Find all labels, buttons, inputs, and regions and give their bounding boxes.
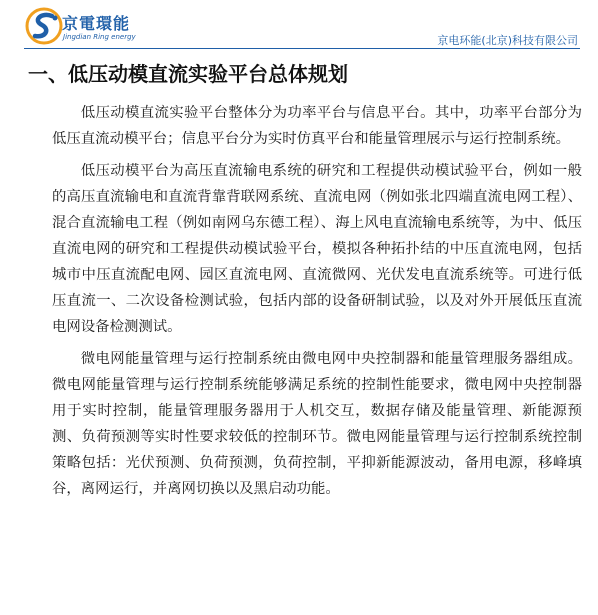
logo-mark-icon [24,6,64,46]
body-text [52,100,582,502]
logo-brand-english: Jingdian Ring energy [63,33,136,41]
logo-brand-name: 京電環能 [62,14,131,33]
paragraph-microgrid-ems: 微电网能量管理与运行控制系统由微电网中央控制器和能量管理服务器组成。微电网能量管理与运行控制系统能够满足系统的控制性能要求，微电网中央控制器用于实时控制，能量管理服务器用于人机交互，数据存储及能量管理、新能源预测、负荷预测等实时性要求较低的控制环节。微电网能量管理与运行控制系统控制策略包括：光伏预测、负荷预测，负荷控制，平抑新能源波动，备用电源，移峰填谷，离网运行，并离网切换以及黑启动功能。 [52,351,582,497]
company-name: 京电环能(北京)科技有限公司 [437,34,578,47]
company-logo [24,6,174,46]
header-divider [24,48,580,49]
page-header [0,0,598,52]
paragraph-overview: 低压动模直流实验平台整体分为功率平台与信息平台。其中，功率平台部分为低压直流动模平台；信息平台分为实时仿真平台和能量管理展示与运行控制系统。 [52,105,582,147]
paragraph-dynamic-platform: 低压动模平台为高压直流输电系统的研究和工程提供动模试验平台，例如一般的高压直流输电和直流背靠背联网系统、直流电网（例如张北四端直流电网工程）、混合直流输电工程（例如南网乌东德工程）、海上风电直流输电系统等，为中、低压直流电网的研究和工程提供动模试验平台，模拟各种拓扑结的中压直流电网，包括城市中压直流配电网、园区直流电网、直流微网、光伏发电直流系统等。可进行低压直流一、二次设备检测试验，包括内部的设备研制试验，以及对外开展低压直流电网设备检测测试。 [52,163,582,335]
section-title: 一、低压动模直流实验平台总体规划 [28,62,348,86]
